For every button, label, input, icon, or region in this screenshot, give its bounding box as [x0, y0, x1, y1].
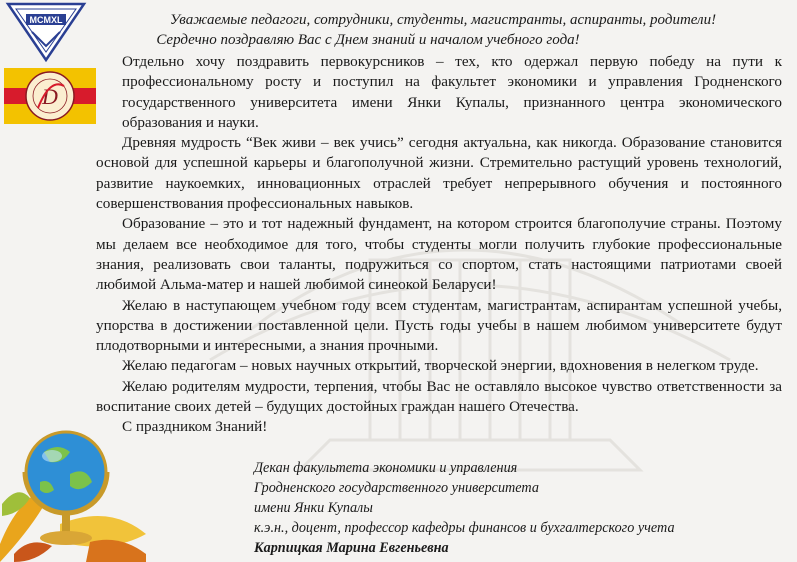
paragraph-first-year: Отдельно хочу поздравить первокурсников – тех, кто одержал первую победу на пути к профессиональному росту и поступил на факультет экономики и управления Гродненского государственного университета имени Янки Купалы, признанного центра экономического образования и науки.	[122, 53, 782, 131]
signature-degree: к.э.н., доцент, профессор кафедры финансов и бухгалтерского учета	[254, 520, 675, 536]
signature-block	[254, 458, 794, 558]
signature-name: Карпицкая Марина Евгеньевна	[254, 540, 449, 556]
paragraph-parents-wish: Желаю родителям мудрости, терпения, чтобы Вас не оставляло высокое чувство ответственности за воспитание своих детей – будущих достойных граждан нашего Отечества.	[96, 377, 782, 416]
letter-body	[96, 52, 782, 438]
greeting-line-1: Уважаемые педагоги, сотрудники, студенты, магистранты, аспиранты, родители!	[169, 12, 717, 28]
paragraph-students-wish: Желаю в наступающем учебном году всем студентам, магистрантам, аспирантам успешной учебы, упорства в достижении поставленной цели. Пусть годы учебы в нашем любимом университете будут плодотворными и интересными, а знания прочными.	[96, 296, 782, 355]
paragraph-education-foundation: Образование – это и тот надежный фундамент, на котором строится благополучие страны. Поэтому мы делаем все необходимое для того, чтобы студенты могли получить глубокие профессиональные знания, реализовать свои таланты, подружиться со спортом, стать настоящими патриотами своей любимой Альма-матер и нашей любимой синеокой Беларуси!	[96, 215, 782, 294]
greeting	[96, 10, 790, 50]
paragraph-teachers-wish: Желаю педагогам – новых научных открытий, творческой энергии, вдохновения в нелегком труде.	[122, 357, 759, 375]
globe-with-leaves-illustration	[0, 424, 148, 562]
university-logo-text: MCMXL	[29, 15, 63, 25]
signature-university: Гродненского государственного университета	[254, 480, 539, 496]
paragraph-ancient-wisdom: Древняя мудрость “Век живи – век учись” сегодня актуальна, как никогда. Образование становится основой для успешной карьеры и благополучной жизни. Стремительно растущий уровень технологий, развитие наукоемких, инновационных отраслей требует непрерывного обучения и постоянного совершенствования профессиональных навыков.	[96, 134, 782, 213]
faculty-logo	[4, 68, 96, 124]
svg-text:D: D	[42, 84, 58, 109]
signature-university-name: имени Янки Купалы	[254, 500, 373, 516]
greeting-line-2: Сердечно поздравляю Вас с Днем знаний и началом учебного года!	[156, 32, 580, 48]
signature-position: Декан факультета экономики и управления	[254, 460, 518, 476]
paragraph-closing: С праздником Знаний!	[122, 418, 268, 436]
